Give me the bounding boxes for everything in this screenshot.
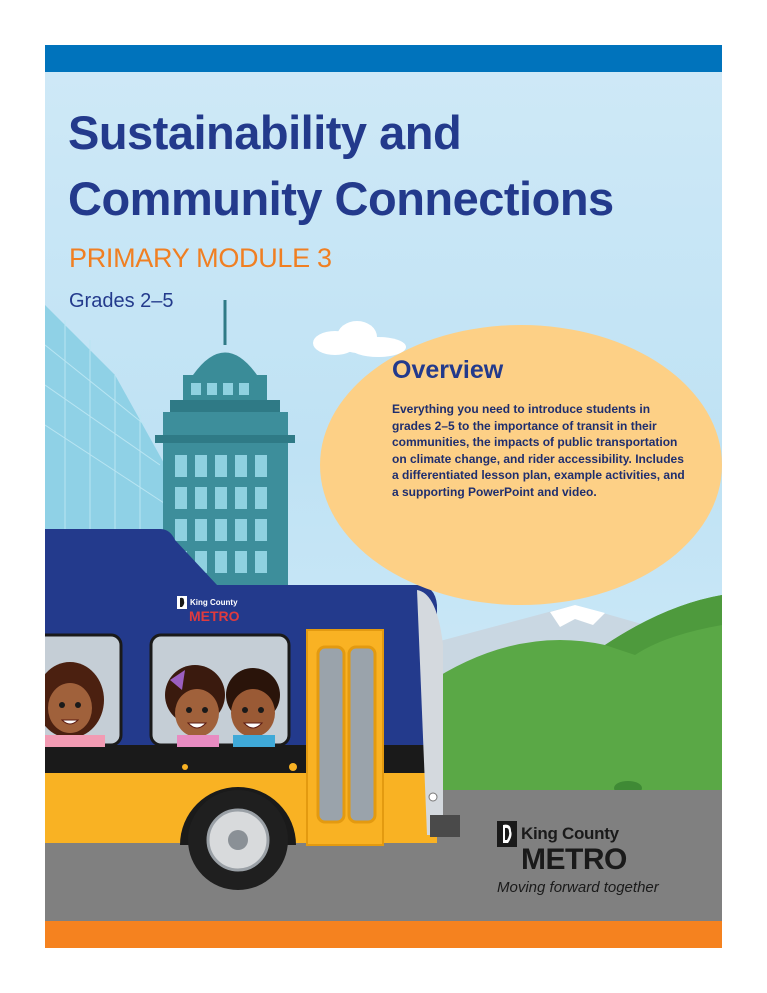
bus-hub: [228, 830, 248, 850]
top-bar: [45, 45, 722, 72]
passenger-boy: [226, 668, 280, 747]
marker-light-2: [182, 764, 188, 770]
bottom-bar: [45, 921, 722, 948]
overview-heading: Overview: [392, 356, 504, 384]
bus-logo-metro: METRO: [189, 608, 240, 624]
bus-headlight: [429, 793, 437, 801]
logo-county: King County: [521, 824, 619, 843]
title-line-1: Sustainability and: [68, 106, 462, 159]
bus-logo: [177, 596, 267, 624]
title-line-2: Community Connections: [68, 172, 614, 225]
logo-metro: METRO: [521, 843, 627, 876]
bus-logo-county: King County: [190, 598, 238, 607]
module-label: PRIMARY MODULE 3: [69, 243, 332, 273]
brand-logo: [497, 821, 659, 896]
king-county-mark-icon: [497, 821, 517, 847]
bus-door-window-left: [318, 647, 344, 822]
cover-page: [45, 45, 722, 948]
page-title: [68, 100, 614, 232]
tower-ledge: [170, 400, 280, 412]
bus-logo-mark-icon: [177, 596, 187, 609]
tower-ledge-2: [155, 435, 295, 443]
bus-door-window-right: [349, 647, 375, 822]
cloud-right: [313, 321, 406, 357]
tower-dome: [193, 353, 257, 376]
grades-label: Grades 2–5: [69, 290, 174, 312]
bus-bumper: [430, 815, 460, 837]
marker-light: [289, 763, 297, 771]
overview-text: Everything you need to introduce students in grades 2–5 to the importance of transit in their communities, the impacts of public transportation on climate change, and rider accessibility. Includes a differentiated lesson plan, example activities, and a supporting PowerPoint and video.: [392, 402, 685, 499]
logo-tagline: Moving forward together: [497, 879, 659, 896]
